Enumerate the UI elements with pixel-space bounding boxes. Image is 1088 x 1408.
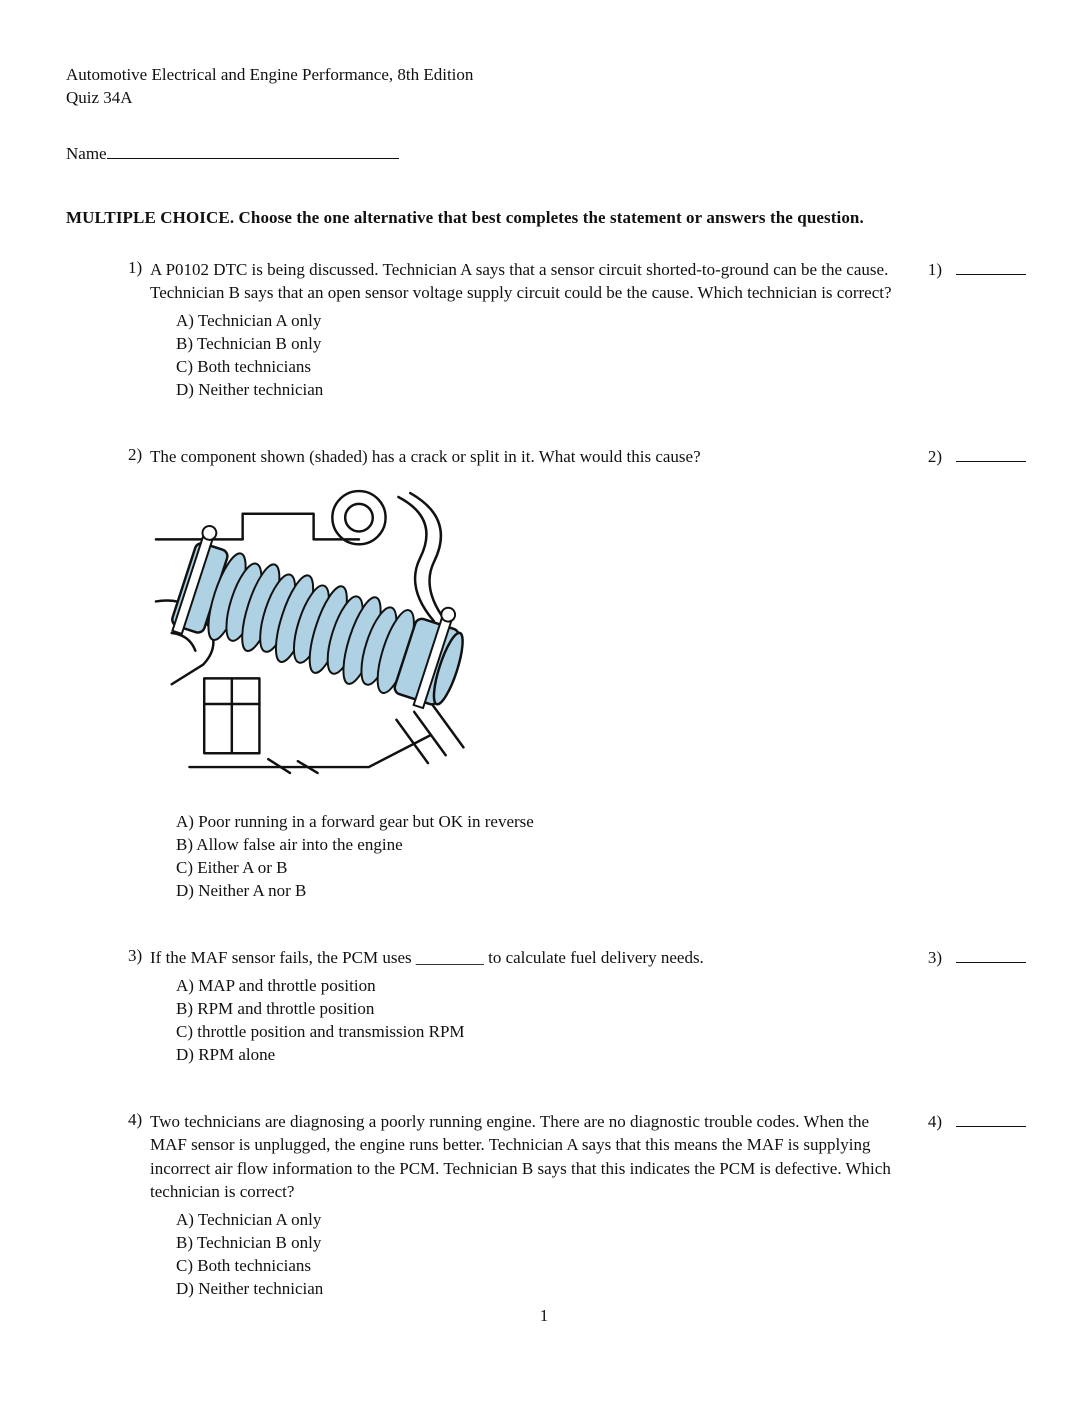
section-instructions: MULTIPLE CHOICE. Choose the one alternative that best completes the statement or answers the question.	[66, 207, 864, 227]
air-duct-illustration	[150, 483, 495, 783]
question-body	[150, 445, 900, 902]
choice: C) Both technicians	[176, 1256, 312, 1276]
question-number: 3)	[128, 946, 143, 966]
question-number: 2)	[128, 445, 143, 465]
choice: A) MAP and throttle position	[176, 975, 376, 995]
question-main	[128, 1110, 900, 1300]
choice: B) Technician B only	[176, 333, 322, 353]
choice: A) Technician A only	[176, 1209, 322, 1229]
choice: D) Neither technician	[176, 1279, 324, 1299]
question-text: A P0102 DTC is being discussed. Technician A says that a sensor circuit shorted-to-ground can be the cause. Technician B says that an open sensor voltage supply circuit could be the cause. Which technician is correct?	[150, 259, 892, 303]
question	[0, 445, 1088, 902]
choice: C) throttle position and transmission RPM	[176, 1021, 465, 1041]
page-number: 1	[539, 1306, 549, 1325]
question-main	[128, 946, 900, 1066]
quiz-number: Quiz 34A	[66, 87, 133, 107]
name-label: Name	[66, 143, 107, 163]
choice-list	[176, 1208, 900, 1300]
question-text: The component shown (shaded) has a crack or split in it. What would this cause?	[150, 447, 701, 467]
name-row	[66, 142, 1088, 164]
choice: D) RPM alone	[176, 1044, 276, 1064]
question-number: 1)	[128, 257, 143, 277]
question	[0, 946, 1088, 1066]
choice: D) Neither technician	[176, 380, 324, 400]
choice: B) Allow false air into the engine	[176, 834, 403, 854]
answer-number: 4)	[927, 1112, 942, 1131]
choice: A) Poor running in a forward gear but OK in reverse	[176, 811, 534, 831]
name-blank[interactable]	[107, 142, 399, 159]
answer-number: 1)	[927, 259, 942, 279]
question	[0, 1110, 1088, 1300]
question-body	[150, 258, 900, 401]
answer-number: 2)	[927, 447, 942, 467]
choice: C) Both technicians	[176, 357, 312, 376]
answer-blank[interactable]	[956, 259, 1026, 275]
book-title: Automotive Electrical and Engine Performance, 8th Edition	[66, 65, 474, 84]
figure-container	[150, 483, 900, 788]
question-body	[150, 946, 900, 1066]
choice: C) Either A or B	[176, 857, 288, 877]
answer-blank[interactable]	[956, 1111, 1026, 1127]
choice: B) Technician B only	[176, 1232, 322, 1252]
answer-slot	[928, 1110, 1026, 1132]
question-body	[150, 1110, 900, 1300]
answer-blank[interactable]	[956, 446, 1026, 462]
choice-list	[176, 974, 900, 1066]
question	[0, 258, 1088, 401]
choice: D) Neither A nor B	[176, 881, 307, 900]
choice: B) RPM and throttle position	[176, 998, 375, 1018]
question-main	[128, 445, 900, 902]
answer-number: 3)	[927, 948, 942, 968]
choice-list	[176, 309, 900, 401]
answer-slot	[928, 445, 1026, 467]
choice: A) Technician A only	[176, 310, 322, 330]
question-text: Two technicians are diagnosing a poorly running engine. There are no diagnostic trouble codes. When the MAF sensor is unplugged, the engine runs better. Technician A says that this means the MAF is supplying incorrect air flow information to the PCM. Technician B says that this indicates the PCM is defective. Which technician is correct?	[150, 1112, 891, 1202]
document-header	[66, 0, 1088, 110]
question-number: 4)	[128, 1110, 143, 1129]
question-list	[0, 258, 1088, 1300]
answer-blank[interactable]	[956, 947, 1026, 963]
question-main	[128, 258, 900, 401]
question-text: If the MAF sensor fails, the PCM uses ________ to calculate fuel delivery needs.	[150, 948, 704, 968]
answer-slot	[928, 258, 1026, 280]
choice-list	[176, 810, 900, 902]
answer-slot	[928, 946, 1026, 968]
